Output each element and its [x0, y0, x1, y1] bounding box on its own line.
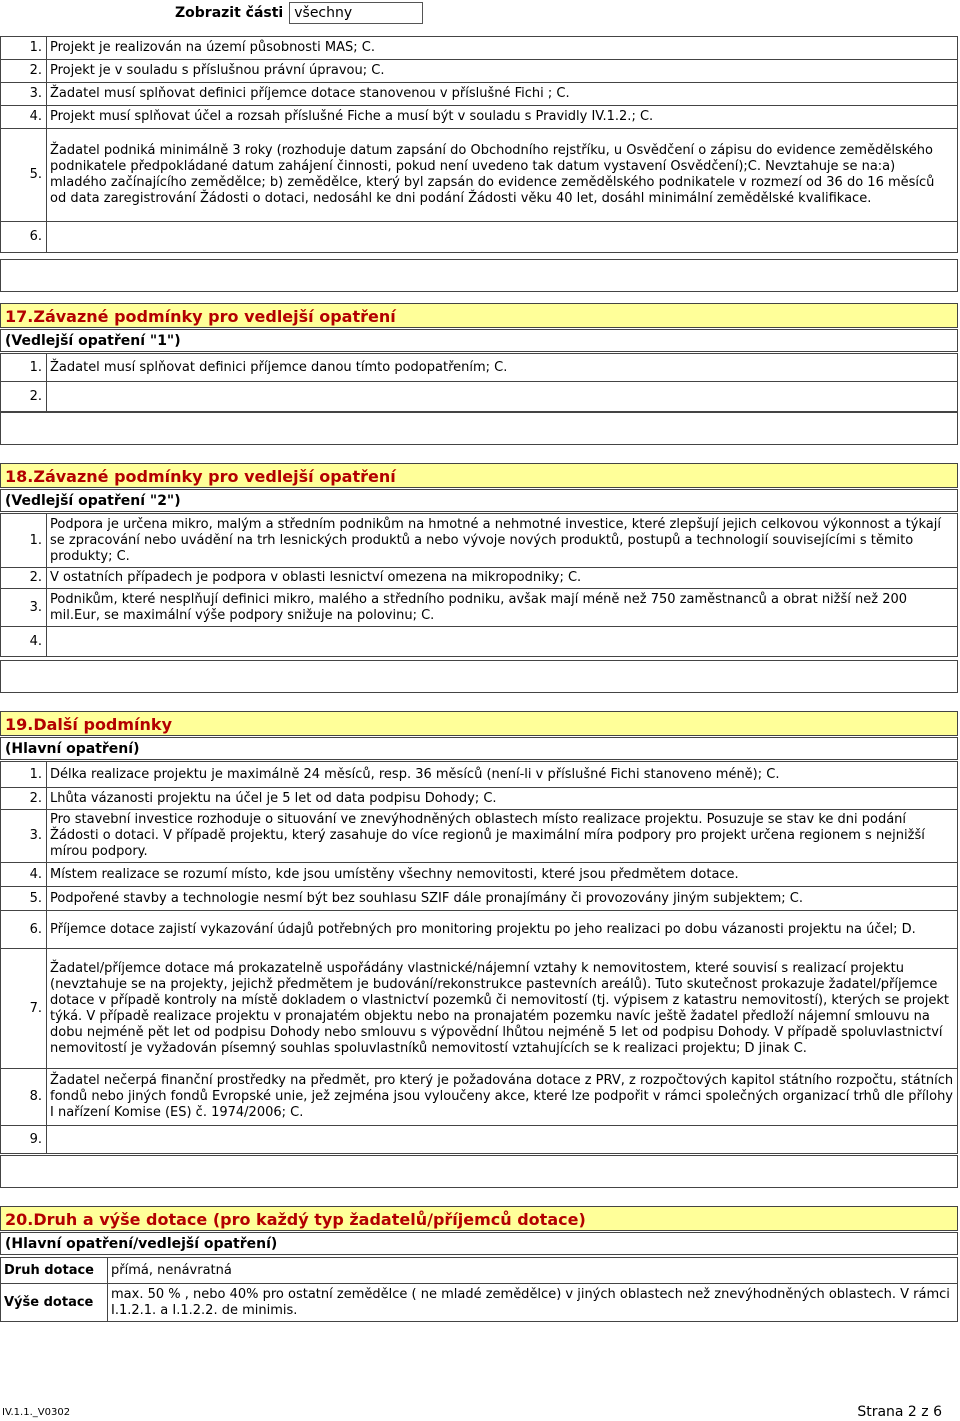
- section-18-subtitle: (Vedlejší opatření "2"): [0, 489, 958, 512]
- list-item: 2.: [1, 382, 958, 412]
- subsidy-amount-label: Výše dotace: [1, 1284, 108, 1322]
- list-item: 2. V ostatních případech je podpora v oblasti lesnictví omezena na mikropodniky; C.: [1, 568, 958, 589]
- list-item: 9.: [1, 1126, 958, 1154]
- filter-select[interactable]: všechny: [289, 2, 423, 24]
- section-filter: [175, 2, 423, 24]
- list-item: 1. Délka realizace projektu je maximálně 24 měsíců, resp. 36 měsíců (není-li v příslušné Fichi stanoveno méně); C.: [1, 762, 958, 788]
- spacer-row: [0, 1155, 958, 1188]
- section-20-subtitle: (Hlavní opatření/vedlejší opatření): [0, 1232, 958, 1255]
- section-17-subtitle: (Vedlejší opatření "1"): [0, 329, 958, 352]
- list-item: 2. Lhůta vázanosti projektu na účel je 5 let od data podpisu Dohody; C.: [1, 788, 958, 810]
- list-item: 7. Žadatel/příjemce dotace má prokazatelně uspořádány vlastnické/nájemní vztahy k nemovitostem, které souvisí s realizací projektu (nevztahuje se na projekty, jejichž předmětem je budování/rekonstrukce pastevních areálů). Tuto skutečnost prokazuje žadatel/příjemce dotace v případě kontroly na místě dokladem o vlastnictví pozemků či nemovitostí (tj. výpisem z katastru nemovitostí), kterých se projekt týká. V případě realizace projektu v pronajatém objektu nebo na pronajatém pozemku navíc ještě žadatel předloží nájemní smlouvu na dobu nejméně pět let od podpisu Dohody nebo smlouvu s výpovědní lhůtou nejméně 5 let od podpisu Dohody. V případě spoluvlastnictví nemovitostí je vyžadován písemný souhlas spoluvlastníků nemovitostí vztahujících se k realizaci projektu; D jinak C.: [1, 949, 958, 1069]
- list-item: 8. Žadatel nečerpá finanční prostředky na předmět, pro který je požadována dotace z PRV, z rozpočtových kapitol státního rozpočtu, státních fondů nebo jiných fondů Evropské unie, jež zejména jsou vyloučeny akce, které lze podpořit v rámci společných organizací trhů dle přílohy I nařízení Komise (ES) č. 1974/2006; C.: [1, 1069, 958, 1126]
- list-item: 5. Podpořené stavby a technologie nesmí být bez souhlasu SZIF dále pronajímány či provozovány jiným subjektem; C.: [1, 887, 958, 911]
- list-item: 3. Žadatel musí splňovat definici příjemce dotace stanovenou v příslušné Fichi ; C.: [1, 83, 958, 106]
- section-20-title: 20.Druh a výše dotace (pro každý typ žadatelů/příjemců dotace): [0, 1206, 958, 1231]
- list-item: 6. Příjemce dotace zajistí vykazování údajů potřebných pro monitoring projektu po jeho realizaci po dobu vázanosti projektu na účel; D.: [1, 911, 958, 949]
- list-item: 1. Podpora je určena mikro, malým a středním podnikům na hmotné a nehmotné investice, které zlepšují jejich celkovou výkonnost a týkají se zpracování nebo uvádění na trh lesnických produktů a nebo vývoje nových produktů, postupů a technologií souvisejícími s těmito produkty; C.: [1, 514, 958, 568]
- section-18-title: 18.Závazné podmínky pro vedlejší opatření: [0, 463, 958, 488]
- conditions-list: [0, 36, 958, 253]
- section-17-list: [0, 353, 958, 412]
- table-row: [1, 1284, 958, 1322]
- subsidy-amount-value: max. 50 % , nebo 40% pro ostatní zemědělce ( ne mladé zemědělce) v jiných oblastech než znevýhodněných oblastech. V rámci I.1.2.1. a I.1.2.2. de minimis.: [108, 1284, 958, 1322]
- page-number: Strana 2 z 6: [857, 1404, 942, 1420]
- spacer-row: [0, 259, 958, 292]
- list-item: 2. Projekt je v souladu s příslušnou právní úpravou; C.: [1, 60, 958, 83]
- list-item: 4. Místem realizace se rozumí místo, kde jsou umístěny všechny nemovitosti, které jsou předmětem dotace.: [1, 863, 958, 887]
- list-item: 1. Projekt je realizován na území působnosti MAS; C.: [1, 37, 958, 60]
- list-item: 4.: [1, 627, 958, 657]
- section-17-title: 17.Závazné podmínky pro vedlejší opatření: [0, 303, 958, 328]
- list-item: 3. Podnikům, které nesplňují definici mikro, malého a středního podniku, avšak mají méně než 750 zaměstnanců a obrat nižší než 200 mil.Eur, se maximální výše podpory snižuje na polovinu; C.: [1, 589, 958, 627]
- section-19-title: 19.Další podmínky: [0, 711, 958, 736]
- section-19-subtitle: (Hlavní opatření): [0, 737, 958, 760]
- section-18-list: [0, 513, 958, 657]
- list-item: 5. Žadatel podniká minimálně 3 roky (rozhoduje datum zapsání do Obchodního rejstříku, u Osvědčení o zápisu do evidence zemědělského podnikatele předpokládané datum zahájení činnosti, pokud není uvedeno tak datum vystavení Osvědčení);C. Nevztahuje se na:a) mladého začínajícího zemědělce; b) zemědělce, který byl zapsán do evidence zemědělského podnikatele v rozmezí od 36 do 16 měsíců od data zaregistrování Žádosti o dotaci, nedosáhl ke dni podání Žádosti věku 40 let, dosáhl minimální zemědělské kvalifikace.: [1, 129, 958, 222]
- table-row: [1, 1258, 958, 1284]
- filter-label: Zobrazit části: [175, 5, 284, 21]
- spacer-row: [0, 412, 958, 445]
- list-item: 1. Žadatel musí splňovat definici příjemce danou tímto podopatřením; C.: [1, 354, 958, 382]
- list-item: 4. Projekt musí splňovat účel a rozsah příslušné Fiche a musí být v souladu s Pravidly IV.1.2.; C.: [1, 106, 958, 129]
- document-code: IV.1.1._V0302: [2, 1407, 71, 1418]
- subsidy-type-label: Druh dotace: [1, 1258, 108, 1284]
- spacer-row: [0, 660, 958, 693]
- section-19-list: [0, 761, 958, 1154]
- list-item: 3. Pro stavební investice rozhoduje o situování ve znevýhodněných oblastech místo realizace projektu. Posuzuje se stav ke dni podání Žádosti o dotaci. V případě projektu, který zasahuje do více regionů je maximální míra podpory pro projekt určena regionem s nejnižší mírou podpory.: [1, 810, 958, 863]
- subsidy-type-value: přímá, nenávratná: [108, 1258, 958, 1284]
- list-item: 6.: [1, 222, 958, 253]
- subsidy-table: [0, 1257, 958, 1322]
